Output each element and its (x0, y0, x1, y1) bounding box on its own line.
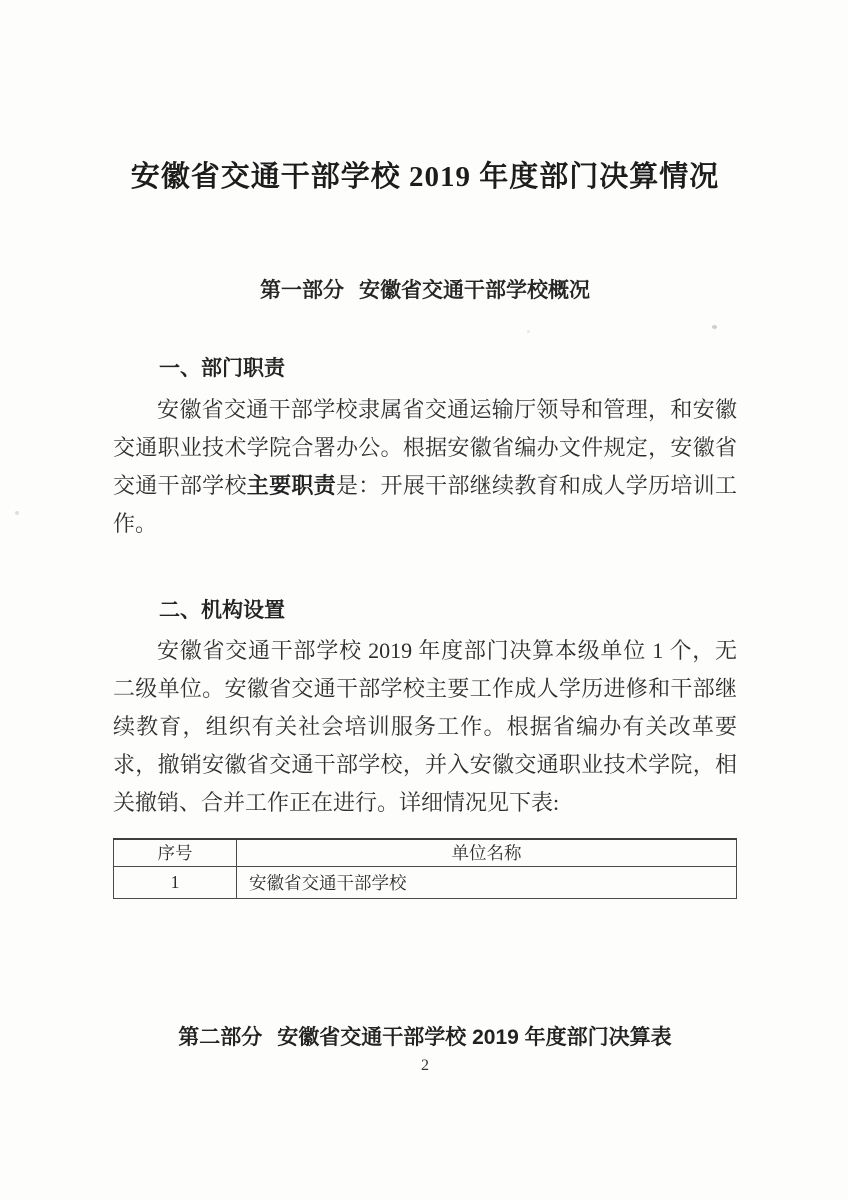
part-two-label: 第二部分 (178, 1025, 263, 1049)
part-one-heading (113, 276, 737, 305)
table-cell-index: 1 (114, 866, 237, 898)
part-two-heading (113, 1023, 737, 1052)
scan-speck (15, 511, 19, 515)
page-number: 2 (421, 1057, 429, 1075)
scan-speck (527, 330, 530, 333)
section-one-text-after: 是：开展干部继续教育和成人学历培训工作。 (113, 472, 737, 536)
section-one-bold-run: 主要职责 (246, 472, 336, 498)
part-one-title: 安徽省交通干部学校概况 (359, 279, 590, 303)
table-row (114, 866, 737, 898)
section-one-heading: 一、部门职责 (159, 357, 285, 381)
section-two-heading: 二、机构设置 (159, 598, 285, 622)
section-one-text-before: 安徽省交通干部学校隶属省交通运输厅领导和管理，和安徽交通职业技术学院合署办公。根据安徽省编办文件规定，安徽省交通干部学校 (113, 396, 737, 498)
section-two-paragraph: 安徽省交通干部学校 2019 年度部门决算本级单位 1 个，无二级单位。安徽省交通干部学校主要工作成人学历进修和干部继续教育，组织有关社会培训服务工作。根据省编办有关改革要求，撤销安徽省交通干部学校，并入安徽交通职业技术学院，相关撤销、合并工作正在进行。详细情况见下表: (113, 638, 737, 816)
part-two-title: 安徽省交通干部学校 2019 年度部门决算表 (277, 1025, 672, 1049)
section-one-paragraph (113, 391, 737, 543)
table-cell-unit-name: 安徽省交通干部学校 (237, 866, 737, 898)
part-one-label: 第一部分 (260, 279, 344, 303)
units-table (113, 838, 737, 899)
table-header-row (114, 839, 737, 866)
table-header-index: 序号 (114, 839, 237, 866)
document-title: 安徽省交通干部学校 2019 年度部门决算情况 (130, 161, 720, 193)
scan-speck (712, 325, 717, 329)
table-header-unit-name: 单位名称 (237, 839, 737, 866)
